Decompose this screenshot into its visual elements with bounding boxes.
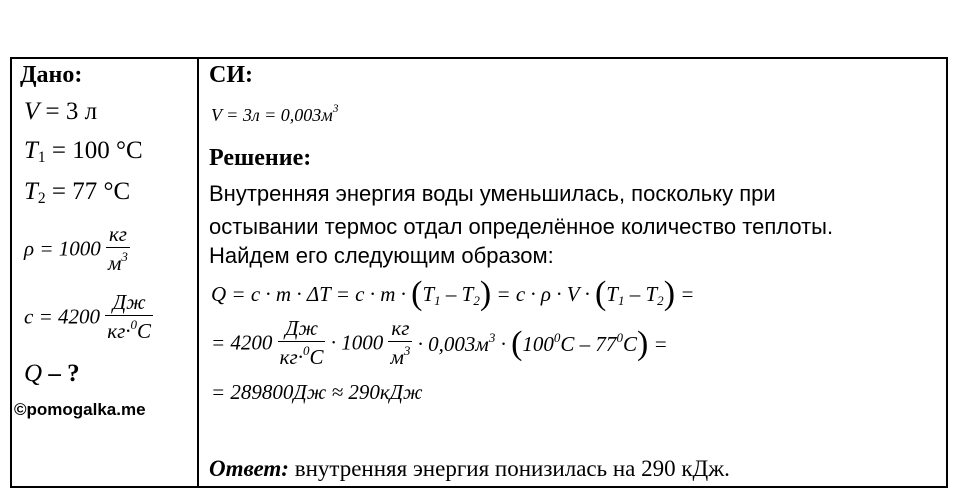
t1-subscript: 1 [37,149,46,166]
table-frame [10,57,948,488]
heat-capacity-lhs: c = 4200 [24,304,100,329]
solution-text-line-3: Найдем его следующим образом: [209,243,554,268]
t1-symbol: T [24,137,38,164]
solution-heading: Решение: [209,145,312,171]
equation-line-3: = 289800Дж ≈ 290кДж [211,380,423,404]
watermark: ©pomogalka.me [14,400,146,419]
density-lhs: ρ = 1000 [24,236,101,261]
equation-line-1: $Q = c \cdot m \cdot \Delta T = c \cdot m \cdot (T_1 - T_2) = c \cdot \rho \cdot V \cdot (T_1 - T_2)$ = [211,275,695,312]
answer-text: внутренняя энергия понизилась на 290 кДж. [288,456,730,481]
t1-value: = 100 °C [51,137,143,164]
column-divider [197,57,199,488]
given-unknown [24,360,80,388]
solution-text-line-1: Внутренняя энергия воды уменьшилась, поскольку при [209,181,776,206]
solution-text-line-2: остывании термос отдал определённое количество теплоты. [209,214,834,239]
t2-symbol: T [24,178,38,205]
given-density [24,224,130,274]
si-heading: СИ: [209,62,253,88]
given-volume [24,98,97,126]
t2-value: = 77 °C [51,178,131,205]
density-unit [106,224,130,274]
given-heat-capacity [24,292,153,342]
density-unit-denominator: $м^3$ [108,249,128,275]
eq2-unit-fraction-1: $\frac{Дж}{кг\cdot^0C}$ [279,316,324,369]
eq2-unit-fraction-2: $\frac{кг}{м^3}$ [390,316,411,369]
volume-value: = 3 л [45,98,98,125]
answer-label: Ответ: [209,456,289,481]
unknown-question: – ? [48,360,80,387]
t2-subscript: 2 [37,190,46,207]
given-heading: Дано: [20,62,83,88]
heat-capacity-unit-numerator: Дж [112,290,146,314]
heat-capacity-unit-denominator: кг·$^0$C [107,317,152,343]
density-unit-numerator: кг [108,222,127,246]
answer [209,456,730,482]
volume-symbol: V [24,98,40,125]
equation-line-2: = 4200 $\frac{Дж}{кг\cdot^0C}$ · 1000 $\frac{кг}{м^3}$ · $0,003м^3 \cdot (100^0C - 77^0C)$ = [211,316,668,369]
unknown-symbol: Q [24,360,43,387]
given-t2 [24,178,130,208]
si-conversion: $V = 3л = 0,003м^3$ [211,103,339,125]
given-t1 [24,137,143,167]
heat-capacity-unit [105,292,153,342]
